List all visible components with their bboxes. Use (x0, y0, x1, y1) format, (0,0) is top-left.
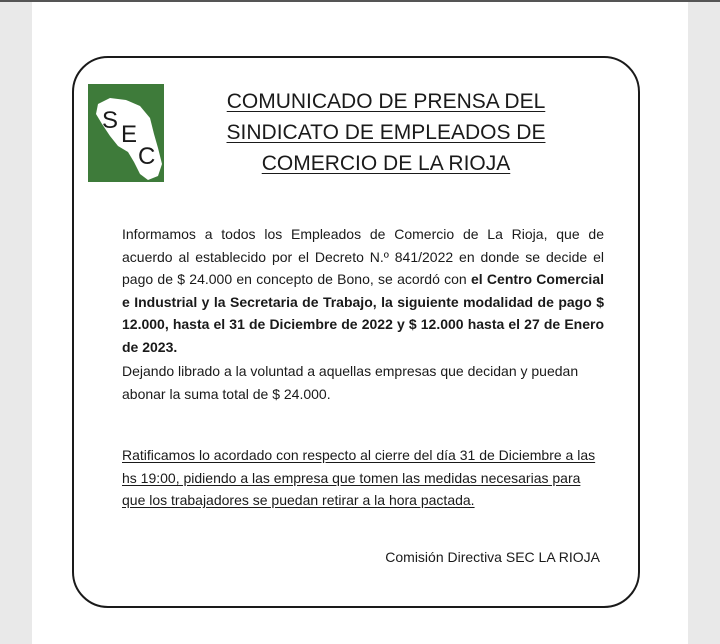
paragraph-voluntary-payment: Dejando librado a la voluntad a aquellas empresas que decidan y puedan abonar la suma total de $ 24.000. (122, 363, 579, 402)
paragraph-announcement-bold: el Centro Comercial e Industrial y la Secretaria de Trabajo, la siguiente modalidad de pago $ 12.000, hasta el 31 de Diciembre de 2022 y $ 12.000 hasta el 27 de Enero de 2023. (122, 271, 605, 355)
paragraph-announcement (122, 223, 604, 358)
signature: Comisión Directiva SEC LA RIOJA (385, 549, 600, 565)
paragraph-announcement-intro: Informamos a todos los Empleados de Comercio de La Rioja, que de acuerdo al establecido por el Decreto N.º 841/2022 en donde se decide el pago de $ 24.000 en concepto de Bono, se acordó con (122, 226, 604, 287)
title-line-3: COMERCIO DE LA RIOJA (261, 152, 511, 175)
sec-logo (88, 84, 164, 182)
logo-letter-s: S (102, 107, 119, 134)
paragraph-closing-hours: Ratificamos lo acordado con respecto al cierre del día 31 de Diciembre a las hs 19:00, pidiendo a las empresa que tomen las medidas necesarias para que los trabajadores se puedan retirar a la hora pactada. (122, 447, 596, 508)
title-line-2: SINDICATO DE EMPLEADOS DE (226, 121, 546, 144)
logo-letter-e: E (121, 121, 138, 148)
page-title (176, 86, 596, 179)
logo-letter-c: C (138, 143, 156, 170)
title-line-1: COMUNICADO DE PRENSA DEL (226, 90, 546, 113)
